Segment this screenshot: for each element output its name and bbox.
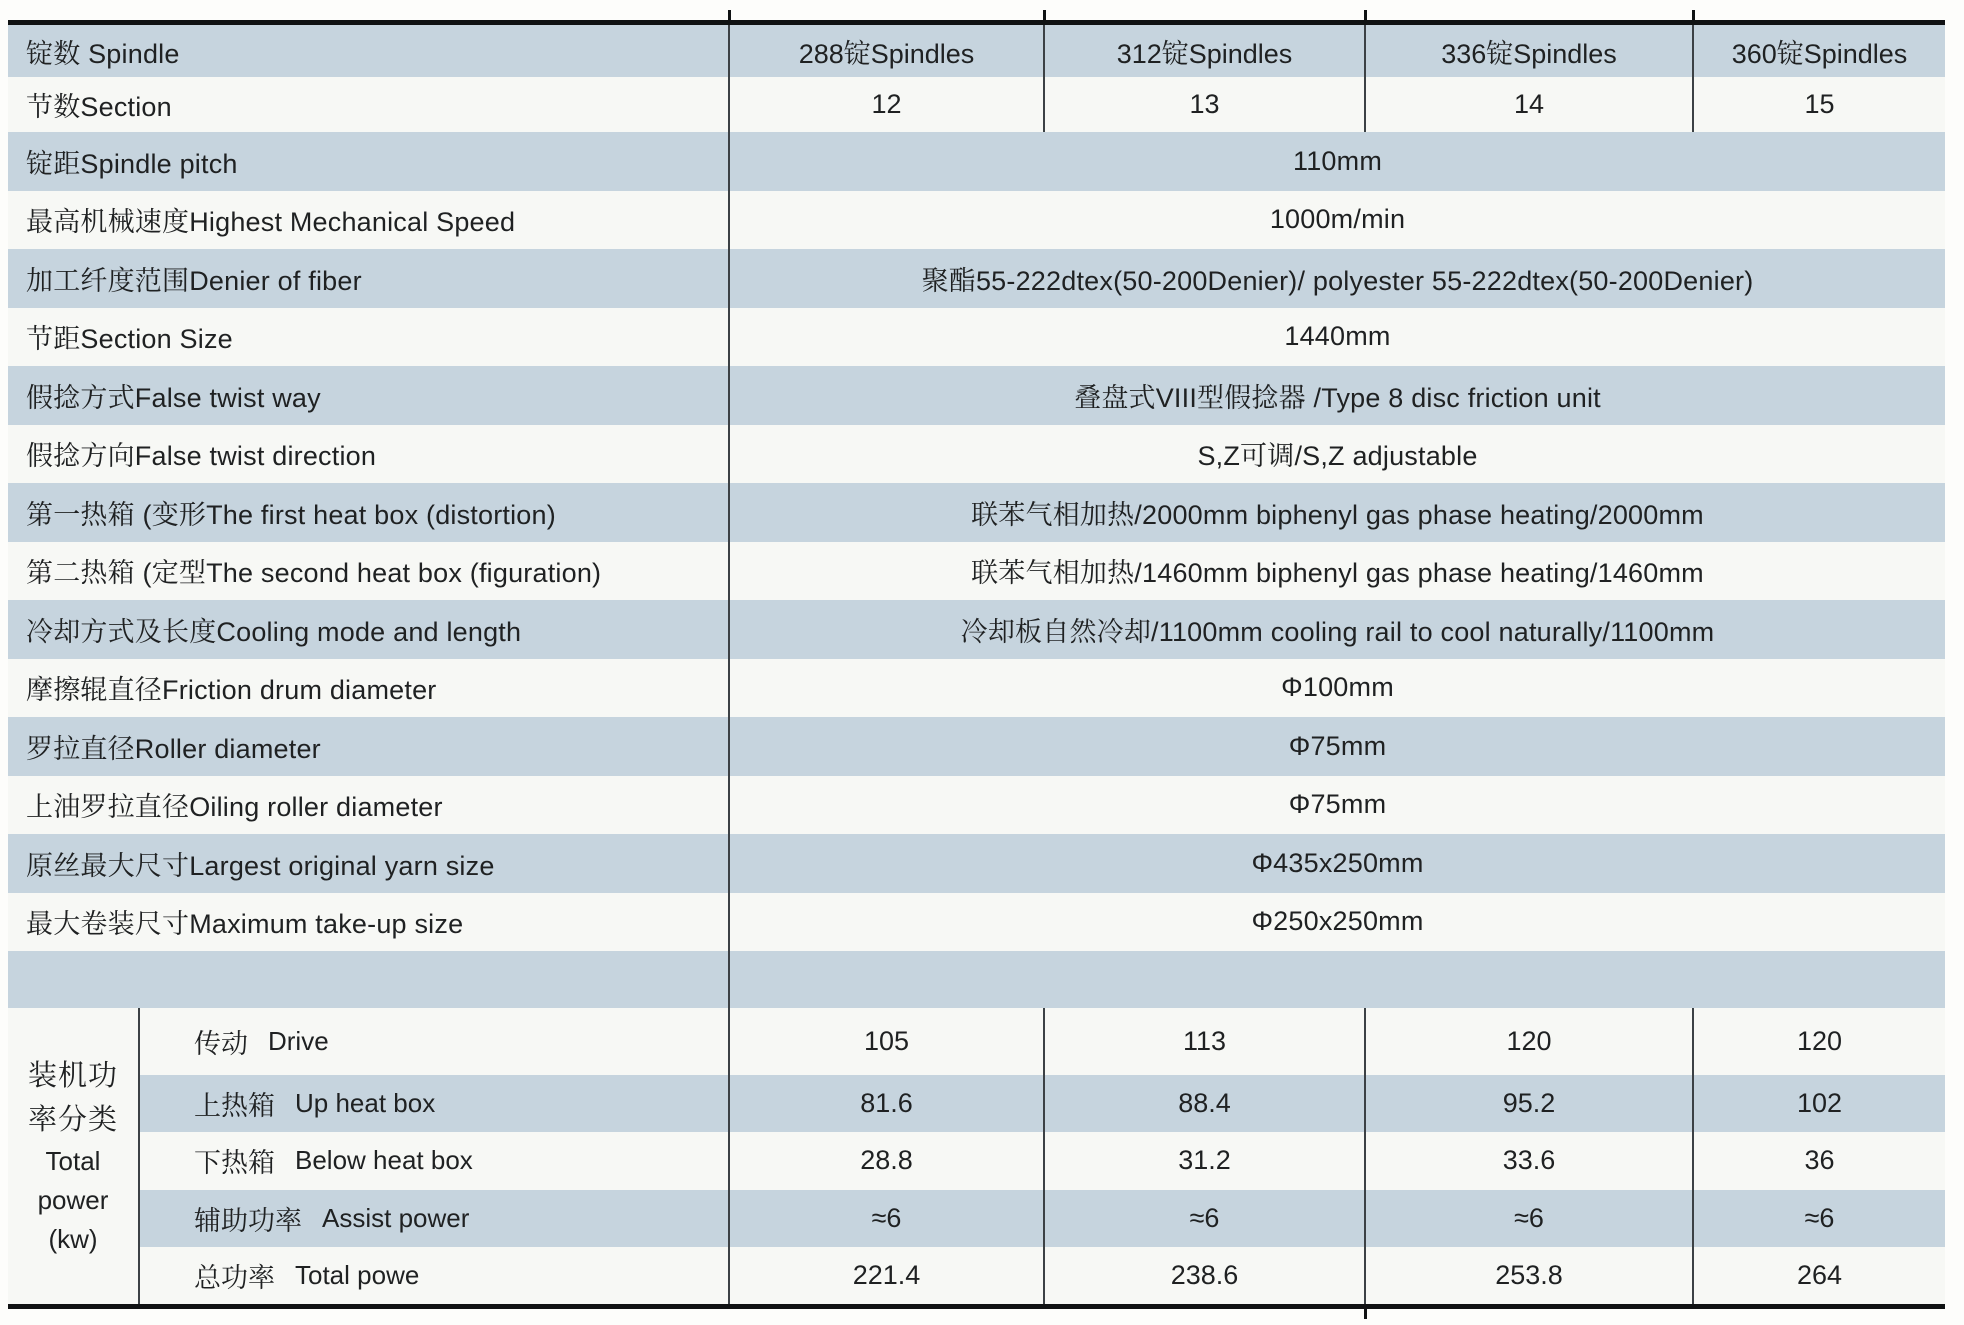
row-label: 摩擦辊直径Friction drum diameter <box>8 659 730 718</box>
header-col-360: 360锭Spindles <box>1731 38 1908 69</box>
power-row-drive <box>140 1008 1945 1075</box>
power-row-label <box>140 1247 730 1304</box>
row-value: 12 <box>730 77 1045 132</box>
power-value: 113 <box>1045 1008 1366 1075</box>
row-value: Φ435x250mm <box>1251 847 1424 878</box>
scan-tick <box>1043 10 1046 20</box>
power-value: ≈6 <box>1045 1190 1366 1248</box>
power-value: 36 <box>1804 1145 1835 1176</box>
table-row-oiling-roller <box>8 776 1945 835</box>
power-row-below-heat-box <box>140 1132 1945 1190</box>
power-value: 264 <box>1796 1260 1843 1290</box>
table-row-spindle-pitch <box>8 132 1945 191</box>
power-label-en: Total powe <box>295 1260 420 1290</box>
power-value: 88.4 <box>1045 1075 1366 1133</box>
row-value: Φ250x250mm <box>1251 906 1424 937</box>
row-value: Φ100mm <box>1281 672 1394 703</box>
row-label: 节数Section <box>8 77 730 132</box>
table-row-section-size <box>8 308 1945 367</box>
power-group-en-line1: Total <box>45 1145 101 1176</box>
power-row-label <box>140 1075 730 1133</box>
scan-tick <box>1364 10 1367 20</box>
table-row-max-takeup-size <box>8 893 1945 952</box>
row-label: 第二热箱 (定型The second heat box (figuration) <box>8 542 730 601</box>
row-label: 加工纤度范围Denier of fiber <box>8 249 730 308</box>
power-group-zh-line1: 装机功 <box>27 1059 118 1092</box>
table-row-largest-yarn-size <box>8 834 1945 893</box>
power-value: 31.2 <box>1045 1132 1366 1190</box>
row-value: 110mm <box>1292 145 1383 176</box>
power-value: 33.6 <box>1366 1132 1694 1190</box>
power-section <box>8 1008 1945 1304</box>
power-row-assist-power <box>140 1190 1945 1248</box>
row-value: 13 <box>1045 77 1366 132</box>
power-group-en-line3: (kw) <box>48 1223 98 1254</box>
power-value: 95.2 <box>1366 1075 1694 1133</box>
power-label-en: Below heat box <box>295 1145 473 1176</box>
header-col-336: 336锭Spindles <box>1366 25 1694 77</box>
machine-spec-table <box>8 20 1945 1309</box>
power-row-total-power <box>140 1247 1945 1304</box>
row-label: 假捻方向False twist direction <box>8 425 730 484</box>
power-value: 120 <box>1366 1008 1694 1075</box>
power-row-label <box>140 1190 730 1248</box>
power-value: 102 <box>1796 1087 1843 1118</box>
header-row <box>8 25 1945 77</box>
power-row-up-heat-box <box>140 1075 1945 1133</box>
row-label: 原丝最大尺寸Largest original yarn size <box>8 834 730 893</box>
row-label: 第一热箱 (变形The first heat box (distortion) <box>8 483 730 542</box>
spacer-cell <box>730 951 1945 1008</box>
row-label: 锭距Spindle pitch <box>8 132 730 191</box>
power-group-en-line2: power <box>37 1184 109 1215</box>
row-label: 节距Section Size <box>8 308 730 367</box>
row-value: 15 <box>1804 89 1835 119</box>
power-value: 120 <box>1796 1025 1843 1056</box>
table-row-denier-range <box>8 249 1945 308</box>
row-label: 罗拉直径Roller diameter <box>8 717 730 776</box>
table-row-false-twist-way <box>8 366 1945 425</box>
row-value: 联苯气相加热/2000mm biphenyl gas phase heating/2000mm <box>971 499 1704 530</box>
power-row-label <box>140 1008 730 1075</box>
power-value: 105 <box>730 1008 1045 1075</box>
row-value: 14 <box>1366 77 1694 132</box>
power-rows <box>140 1008 1945 1304</box>
power-label-zh: 总功率 <box>194 1263 275 1293</box>
power-value: 253.8 <box>1366 1247 1694 1304</box>
table-row-friction-drum <box>8 659 1945 718</box>
power-value: 221.4 <box>730 1247 1045 1304</box>
row-value: 叠盘式VIII型假捻器 /Type 8 disc friction unit <box>1074 382 1601 413</box>
table-row-cooling-mode <box>8 600 1945 659</box>
row-value: 1000m/min <box>1269 204 1406 235</box>
power-value: 238.6 <box>1045 1247 1366 1304</box>
power-group-zh-line2: 率分类 <box>27 1103 118 1136</box>
header-label-spindle: 锭数 Spindle <box>8 25 730 77</box>
row-value: 联苯气相加热/1460mm biphenyl gas phase heating/1460mm <box>971 558 1704 589</box>
scan-tick <box>728 10 731 20</box>
row-value: 1440mm <box>1284 321 1391 352</box>
row-label: 最高机械速度Highest Mechanical Speed <box>8 191 730 250</box>
power-label-zh: 下热箱 <box>194 1148 275 1179</box>
table-row-first-heat-box <box>8 483 1945 542</box>
power-value: ≈6 <box>730 1190 1045 1248</box>
power-row-label <box>140 1132 730 1190</box>
spacer-row <box>8 951 1945 1008</box>
spacer-cell <box>8 951 730 1008</box>
table-row-roller-diameter <box>8 717 1945 776</box>
scan-tick <box>1364 1309 1367 1319</box>
row-value: S,Z可调/S,Z adjustable <box>1197 441 1478 472</box>
header-col-288: 288锭Spindles <box>730 25 1045 77</box>
power-value: ≈6 <box>1366 1190 1694 1248</box>
row-label: 最大卷装尺寸Maximum take-up size <box>8 893 730 952</box>
power-label-zh: 上热箱 <box>194 1090 275 1121</box>
row-label: 假捻方式False twist way <box>8 366 730 425</box>
row-value: Φ75mm <box>1288 789 1387 820</box>
power-group-label <box>8 1008 140 1304</box>
power-value: ≈6 <box>1804 1202 1835 1233</box>
power-label-en: Up heat box <box>295 1087 436 1118</box>
row-label: 冷却方式及长度Cooling mode and length <box>8 600 730 659</box>
table-row-false-twist-direction <box>8 425 1945 484</box>
power-value: 81.6 <box>730 1075 1045 1133</box>
power-label-zh: 辅助功率 <box>194 1205 302 1236</box>
scan-tick <box>1692 10 1695 20</box>
table-row-section <box>8 77 1945 132</box>
table-row-second-heat-box <box>8 542 1945 601</box>
table-row-highest-speed <box>8 191 1945 250</box>
row-value: Φ75mm <box>1288 730 1387 761</box>
power-value: 28.8 <box>730 1132 1045 1190</box>
row-value: 冷却板自然冷却/1100mm cooling rail to cool naturally/1100mm <box>960 616 1715 647</box>
power-label-zh: 传动 <box>194 1028 248 1059</box>
row-value: 聚酯55-222dtex(50-200Denier)/ polyester 55-222dtex(50-200Denier) <box>921 265 1754 296</box>
power-label-en: Drive <box>268 1025 329 1056</box>
power-label-en: Assist power <box>322 1202 470 1233</box>
header-col-312: 312锭Spindles <box>1045 25 1366 77</box>
row-label: 上油罗拉直径Oiling roller diameter <box>8 776 730 835</box>
